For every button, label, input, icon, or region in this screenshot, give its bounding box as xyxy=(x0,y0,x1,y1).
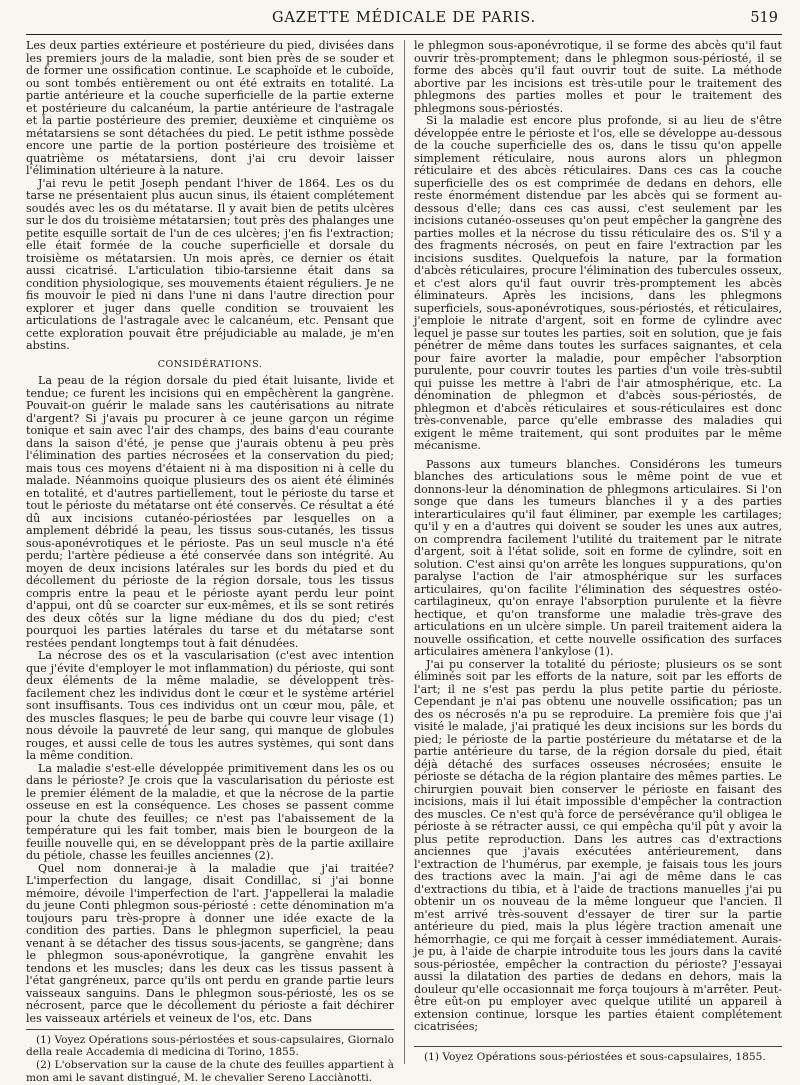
paragraph: La nécrose des os et la vascularisation (c'est avec intention que j'évite d'employer le mot inflammation) du périoste, qui sont deux éléments de la même maladie, se développent très-facilement chez les individus dont le cœur et le système artériel sont insuffisants. Tous ces individus ont un cœur mou, pâle, et des muscles flasques; le peu de barbe qui couvre leur visage (1) nous dévoile la pauvreté de leur sang, qui manque de globules rouges, et aussi celle de tous les autres systèmes, qui sont dans la même condition. xyxy=(26,649,394,762)
footnote: (1) Voyez Opérations sous-périostées et sous-capsulaires, 1855. xyxy=(424,1050,766,1063)
right-column-text xyxy=(414,40,782,1042)
paragraph: Les deux parties extérieure et postérieure du pied, divisées dans les premiers jours de la maladie, sont bien près de se souder et de former une ossification continue. Le scaphoïde et le cuboïde, ou sont tombés entièrement ou ont été extraits en totalité. La partie antérieure et la couche superficielle de la partie externe et postérieure du calcanéum, la partie antérieure de l'astragale et la partie postérieure des premier, deuxième et cinquième os métatarsiens se sont détachées du pied. Le petit isthme possède encore une partie de la portion postérieure des troisième et quatrième os métatarsiens, dont j'ai cru devoir laisser l'élimination ultérieure à la nature. xyxy=(26,39,394,177)
footnote: (2) L'observation sur la cause de la chute des feuilles appartient à mon ami le savant distingué, M. le chevalier Sereno Lacciànotti. xyxy=(26,1059,394,1084)
paragraph: Quel nom donnerai-je à la maladie que j'ai traitée? L'imperfection du langage, disait Condillac, si j'ai bonne mémoire, dévoile l'imperfection de l'art. J'appellerai la maladie du jeune Conti phlegmon sous-périosté : cette dénomination m'a toujours paru très-propre à donner une idée exacte de la condition des parties. Dans le phlegmon superficiel, la peau venant à se détacher des tissus sous-jacents, se gangrène; dans le phlegmon sous-aponévrotique, la gangrène envahit les tendons et les muscles; dans les deux cas les tissus passent à l'état gangréneux, parce qu'ils ont perdu en grande partie leurs vaisseaux sanguins. Dans le phlegmon sous-périosté, les os se nécrosent, parce que le décollement du périoste a fait déchirer les vaisseaux artériels et veineux de l'os, etc. Dans xyxy=(26,861,394,1025)
paragraph: le phlegmon sous-aponévrotique, il se forme des abcès qu'il faut ouvrir très-promptement; dans le phlegmon sous-périosté, il se forme des abcès qu'il faut ouvrir tout de suite. La méthode abortive par les incisions est très-utile pour le traitement des phlegmons des parties molles et pour le traitement des phlegmons sous-périostés. xyxy=(414,39,782,115)
paragraph: La peau de la région dorsale du pied était luisante, livide et tendue; ce furent les incisions qui en empêchèrent la gangrène. Pouvait-on guérir le malade sans les cautérisations au nitrate d'argent? Si j'avais pu procurer à ce jeune garçon un régime tonique et sain avec l'air des champs, des bains d'eau courante dans la saison d'été, je pense que j'aurais obtenu à peu près l'élimination des parties nécrosées et la conservation du pied; mais tous ces moyens d'étaient ni à ma disposition ni à celle du malade. Néanmoins quoique plusieurs des os aient été éliminés en totalité, et d'autres partiellement, tout le périoste du tarse et tout le périoste du métatarse ont été conservés. Ce résultat a été dû aux incisions cutanéo-périostées par lesquelles on a amplement débridé la peau, les tissus sous-cutanés, les tissus sous-aponévrotiques et le périoste. Pas un seul muscle n'a été perdu; l'artère pédieuse a été conservée dans son intégrité. Au moyen de deux incisions latérales sur les bords du pied et du décollement du périoste de la région dorsale, tous les tissus compris entre la peau et le périoste ayant perdu leur point d'appui, ont dû se coarcter sur eux-mêmes, et ils se sont retirés des deux côtés sur la ligne médiane du dos du pied; c'est pourquoi les parties latérales du tarse et du métatarse sont restées pendant longtemps tout à fait dénudées. xyxy=(26,374,394,650)
paragraph: La maladie s'est-elle développée primitivement dans les os ou dans le périoste? Je crois que la vascularisation du périoste est le premier élément de la maladie, et que la nécrose de la partie osseuse en est la conséquence. Les choses se passent comme pour la chute des feuilles; ce n'est pas l'abaissement de la température qui les fait tomber, mais bien le bourgeon de la feuille nouvelle qui, en se développant près de la partie axillaire du pétiole, chasse les feuilles anciennes (2). xyxy=(26,761,394,862)
journal-title: GAZETTE MÉDICALE DE PARIS. xyxy=(272,10,536,26)
left-column-text xyxy=(26,40,394,1025)
two-column-body xyxy=(26,39,782,1084)
paragraph: Si la maladie est encore plus profonde, si au lieu de s'être développée entre le périoste et l'os, elle se développe au-dessous de la couche superficielle des os, dans le tissu qu'on appelle simplement réticulaire, nous aurons alors un phlegmon réticulaire et des abcès réticulaires. Dans ces cas la couche superficielle des os est comprimée de dedans en dehors, elle reste énormément distendue par les abcès qui se forment au-dessous d'elle; dans ces cas aussi, c'est seulement par les incisions cutanéo-osseuses qu'on peut empêcher la gangrène des parties molles et la nécrose du tissu réticulaire des os. S'il y a des fragments nécrosés, on peut en faire l'extraction par les incisions susdites. Quelquefois la nature, par la formation d'abcès réticulaires, procure l'élimination des tubercules osseux, et c'est alors qu'il faut ouvrir très-promptement les abcès éliminateurs. Après les incisions, dans les phlegmons superficiels, sous-aponévrotiques, sous-périostés, et réticulaires, j'emploie le nitrate d'argent, soit en forme de cylindre avec lequel je passe sur toutes les parties, soit en solution, que je fais pénétrer de même dans toutes les surfaces saignantes, et cela pour faire avorter la maladie, pour empêcher l'absorption purulente, pour couvrir toutes les parties d'un voile très-subtil qui puisse les mettre à l'abri de l'air atmosphérique, etc. La dénomination de phlegmon et d'abcès sous-périostés, de phlegmon et d'abcès réticulaires et sous-réticulaires est donc très-convenable, parce qu'elle embrasse des maladies qui exigent le même traitement, qui sont produites par le même mécanisme. xyxy=(414,114,782,452)
page-number: 519 xyxy=(750,10,778,26)
section-heading: CONSIDÉRATIONS. xyxy=(157,358,263,370)
paragraph: J'ai pu conserver la totalité du périoste; plusieurs os se sont éliminés soit par les efforts de la nature, soit par les efforts de l'art; il ne s'est pas perdu la plus petite partie du périoste. Cependant je n'ai pas obtenu une nouvelle ossification; pas un des os nécrosés n'a pu se reproduire. La première fois que j'ai visité le malade, j'ai pratiqué les deux incisions sur les bords du pied; le périoste de la partie postérieure du métatarse et de la partie antérieure du tarse, de la région dorsale du pied, était déjà détaché des surfaces osseuses nécrosées; ensuite le périoste se détacha de la région plantaire des mêmes parties. Le chirurgien pouvait bien conserver le périoste en faisant des incisions, mais il lui était impossible d'empêcher la contraction des muscles. Ce n'est qu'à force de persévérance qu'il obligea le périoste à se rétracter aussi, ce qui empêcha qu'il pût y avoir la plus petite reproduction. Dans les autres cas d'extractions anciennes que j'avais exécutées antérieurement, dans l'extraction de l'humérus, par exemple, je faisais tous les jours des tractions avec la main. J'ai agi de même dans le cas d'extractions du tibia, et à l'aide de tractions manuelles j'ai pu obtenir un os nouveau de la même longueur que l'ancien. Il m'est arrivé très-souvent d'essayer de tirer sur la partie antérieure du pied, mais la plus légère traction amenait une hémorrhagie, ce qui me forçait à cesser immédiatement. Aurais-je pu, à l'aide de charpie introduite tous les jours dans la cavité sous-périostée, empêcher la contraction du périoste? J'essayai aussi la dilatation des parties de dedans en dehors, mais la douleur qu'elle occasionnait me força toujours à m'arrêter. Peut-être eût-on pu employer avec quelque utilité un appareil à extension continue, lorsque les parties étaient complétement cicatrisées; xyxy=(414,657,782,1033)
paragraph: Passons aux tumeurs blanches. Considérons les tumeurs blanches des articulations sous le même point de vue et donnons-leur la dénomination de phlegmons articulaires. Si l'on songe que dans les tumeurs blanches il y a des parties interarticulaires qu'il faut éliminer, par exemple les cartilages; qu'il y en a d'autres qui doivent se souder les unes aux autres, on comprendra facilement l'utilité du traitement par le nitrate d'argent, soit à l'état solide, soit en forme de cylindre, soit en solution. C'est ainsi qu'on arrête les longues suppurations, qu'on paralyse l'action de l'air atmosphérique sur les surfaces articulaires, qu'on facilite l'élimination des séquestres ostéo-cartilagineux, qu'on enraye l'absorption purulente et la fièvre hectique, et qu'on transforme une maladie très-grave des articulations en un ulcère simple. Un pareil traitement aidera la nouvelle ossification, et cette nouvelle ossification des surfaces articulaires amènera l'ankylose (1). xyxy=(414,457,782,658)
right-column xyxy=(404,40,782,1064)
paragraph: J'ai revu le petit Joseph pendant l'hiver de 1864. Les os du tarse ne présentaient plus aucun sinus, ils étaient complétement soudés avec les os du métatarse. Il y avait bien de petits ulcères sur le dos du troisième métatarsien; tout près des phalanges une petite esquille sortait de l'un de ces ulcères; j'en fis l'extraction; elle était formée de la couche superficielle et dorsale du troisième os métatarsien. Un mois après, ce dernier os était aussi cicatrisé. L'articulation tibio-tarsienne était dans sa condition physiologique, ses mouvements étaient réguliers. Je ne fis mouvoir le pied ni dans l'une ni dans l'autre direction pour explorer et juger dans quelle condition se trouvaient les articulations de l'astragale avec le calcanéum, etc. Pensant que cette exploration pouvait être préjudiciable au malade, je m'en abstins. xyxy=(26,176,394,352)
right-footnotes xyxy=(414,1046,782,1064)
left-column xyxy=(26,39,394,1084)
running-header xyxy=(26,8,782,35)
footnote: (1) Voyez Opérations sous-périostées et sous-capsulaires, Giornalo della reale Accademia di medicina di Torino, 1855. xyxy=(26,1034,394,1059)
left-footnotes xyxy=(26,1029,394,1085)
